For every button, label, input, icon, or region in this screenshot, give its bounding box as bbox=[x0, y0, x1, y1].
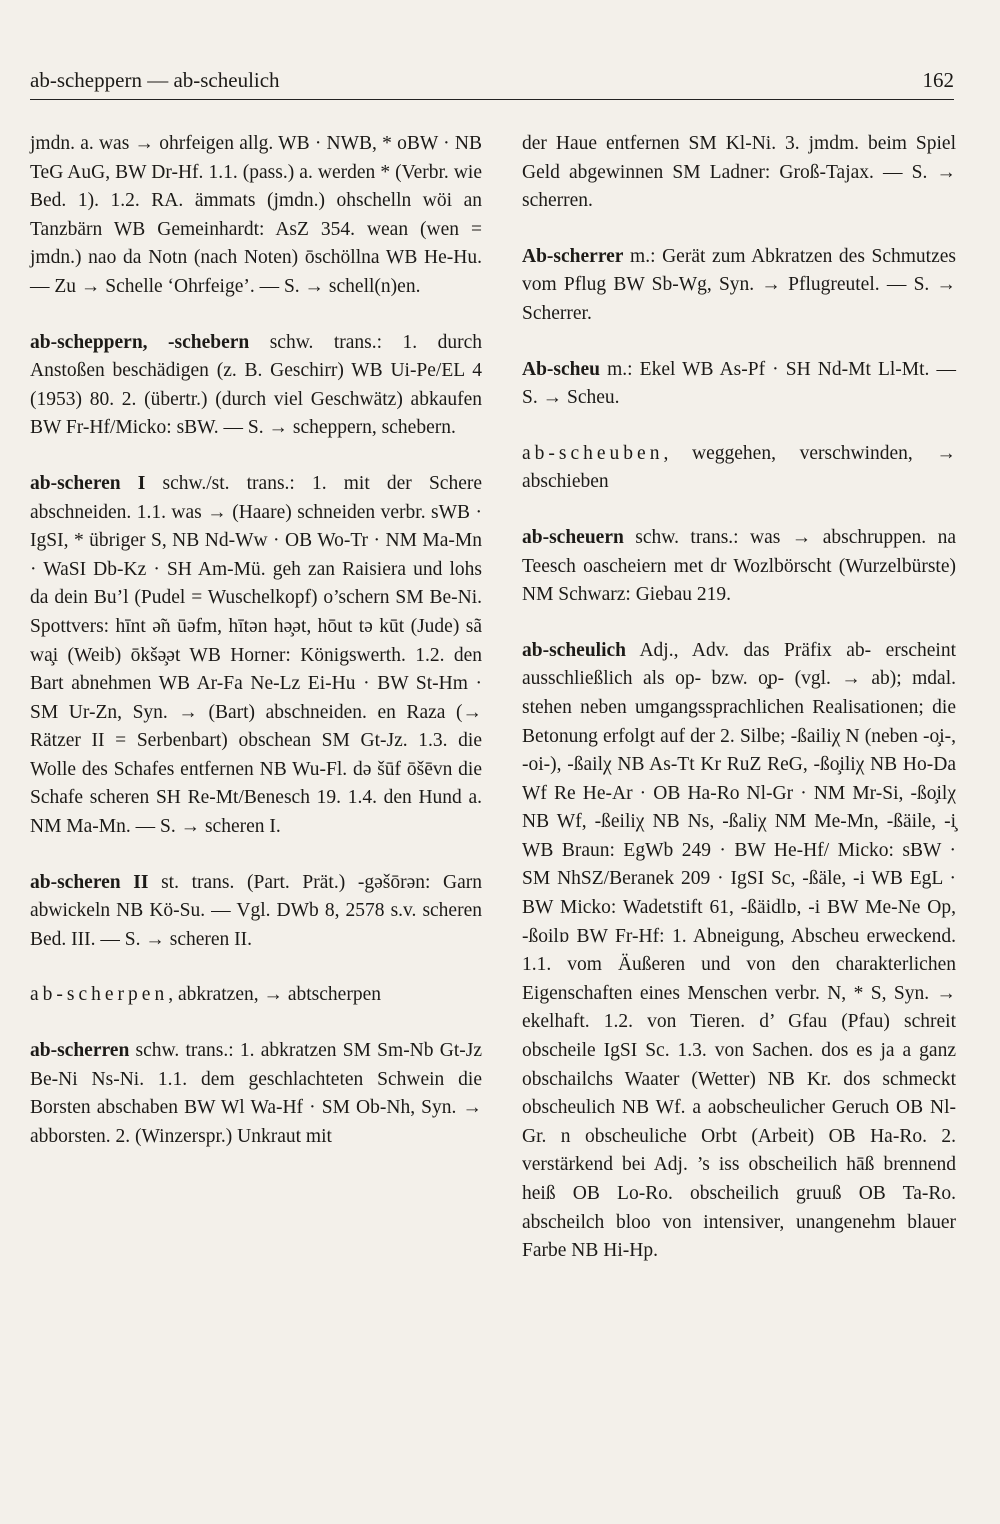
dictionary-entry bbox=[522, 524, 956, 610]
entry-lemma: Ab-scherrer bbox=[522, 245, 624, 267]
entry-lemma: ab-scheuern bbox=[522, 526, 624, 548]
dictionary-entry bbox=[522, 356, 956, 413]
entry-lemma: ab-scheren I bbox=[30, 472, 146, 494]
entry-text: schw. trans.: 1. durch Anstoßen beschädigen (z. B. Geschirr) WB Ui-Pe/EL 4 (1953) 80. 2. (übertr.) (durch viel Geschwätz) abkaufen BW Fr-Hf/Micko: sBW. — S. → scheppern, schebern. bbox=[30, 331, 482, 439]
entry-lemma-spaced: ab-scheuben bbox=[522, 442, 664, 464]
dictionary-entry bbox=[30, 981, 482, 1010]
running-title: ab-scheppern — ab-scheulich bbox=[30, 68, 280, 92]
entry-text: , weggehen, verschwinden, → abschieben bbox=[522, 442, 956, 493]
entry-lemma: ab-scheppern, -schebern bbox=[30, 331, 250, 353]
page-number: 162 bbox=[922, 68, 954, 92]
entry-text: der Haue entfernen SM Kl-Ni. 3. jmdm. beim Spiel Geld abgewinnen SM Ladner: Groß-Tajax. — S. → scherren. bbox=[522, 133, 956, 212]
left-column bbox=[30, 130, 482, 1178]
dictionary-entry bbox=[30, 130, 482, 302]
dictionary-entry bbox=[30, 1037, 482, 1151]
right-column bbox=[522, 130, 956, 1293]
dictionary-entry bbox=[522, 243, 956, 329]
entry-lemma-spaced: ab-scherpen bbox=[30, 984, 169, 1006]
entry-lemma: ab-scheulich bbox=[522, 639, 627, 661]
page-header bbox=[30, 68, 954, 100]
entry-lemma: ab-scherren bbox=[30, 1040, 130, 1062]
entry-text: m.: Gerät zum Abkratzen des Schmutzes vom Pflug BW Sb-Wg, Syn. → Pflugreutel. — S. → Scherrer. bbox=[522, 245, 956, 324]
dictionary-entry bbox=[30, 329, 482, 443]
entry-text: schw. trans.: 1. abkratzen SM Sm-Nb Gt-Jz Be-Ni Ns-Ni. 1.1. dem geschlachteten Schwein die Borsten abschaben BW Wl Wa-Hf · SM Ob-Nh, Syn. → abborsten. 2. (Winzerspr.) Unkraut mit bbox=[30, 1040, 482, 1147]
entry-text: m.: Ekel WB As-Pf · SH Nd-Mt Ll-Mt. — S. → Scheu. bbox=[522, 358, 956, 409]
entry-text: schw./st. trans.: 1. mit der Schere abschneiden. 1.1. was → (Haare) schneiden verbr. sWB · IgSI, * übriger S, NB Nd-Ww · OB Wo-Tr · NM Ma-Mn · WaSI Db-Kz · SH Am-Mü. geh zan Raisiera und lohs da dein Bu’l (Pudel = Wuschelkopf) o’schern SM Be-Ni. Spottvers: hīnt ə̃n ūəfm, hītən hə̧ət, hōut tə kūt (Jude) sã wa̧i (Weib) ōkšə̧ət WB Horner: Königswerth. 1.2. den Bart abnehmen WB Ar-Fa Ne-Lz Ei-Hu · BW St-Hm · SM Ur-Zn, Syn. → (Bart) abschneiden. en Raza (→ Rätzer II = Serbenbart) obschean SM Gt-Jz. 1.3. die Wolle des Schafes entfernen NB Wu-Fl. də šūf ōšēvn die Schafe scheren SH Re-Mt/Benesch 19. 1.4. den Hund a. NM Ma-Mn. — S. → scheren I. bbox=[30, 472, 482, 838]
dictionary-entry bbox=[30, 869, 482, 955]
entry-text: st. trans. (Part. Prät.) -gəšōrən: Garn abwickeln NB Kö-Su. — Vgl. DWb 8, 2578 s.v. scheren Bed. III. — S. → scheren II. bbox=[30, 871, 482, 950]
entry-lemma: Ab-scheu bbox=[522, 358, 601, 380]
dictionary-entry bbox=[522, 130, 956, 216]
entry-text: jmdn. a. was → ohrfeigen allg. WB · NWB, * oBW · NB TeG AuG, BW Dr-Hf. 1.1. (pass.) a. werden * (Verbr. wie Bed. 1). 1.2. RA. ämmats (jmdn.) ohschelln wöi an Tanzbärn WB Gemeinhardt: AsZ 354. wean (wen = jmdn.) nao da Notn (nach Noten) ōschöllna WB He-Hu. — Zu → Schelle ‘Ohrfeige’. — S. → schell(n)en. bbox=[30, 133, 482, 297]
entry-lemma: ab-scheren II bbox=[30, 871, 149, 893]
entry-text: schw. trans.: was → abschruppen. na Teesch oascheiern met dr Wozlbörscht (Wurzelbürste) NM Schwarz: Giebau 219. bbox=[522, 526, 956, 606]
dictionary-entry bbox=[522, 637, 956, 1266]
dictionary-entry bbox=[30, 470, 482, 842]
entry-text: Adj., Adv. das Präfix ab- erscheint ausschließlich als op- bzw. o̧p- (vgl. → ab); mdal. stehen neben umgangssprachlichen Realisationen; die Betonung erfolgt auf der 2. Silbe; -ßailiχ N (neben -o̧i-, -oi-), -ßailχ NB As-Tt Kr RuZ ReG, -ßo̧iliχ NB Ho-Da Wf Re He-Ar · OB Ha-Ro Nl-Gr · NM Mr-Si, -ßo̧ilχ NB Wf, -ßeiliχ NB Ns, -ßaliχ NM Me-Mn, -ßäile, -i̧ WB Braun: EgWb 249 · BW He-Hf/ Micko: sBW · SM NhSZ/Beranek 209 · IgSI Sc, -ßäle, -i WB EgL · BW Micko: Wadetstift 61, -ßäidlɒ, -i BW Me-Ne Op, -ßoilɒ BW Fr-Hf: 1. Abneigung, Abscheu erweckend. 1.1. vom Äußeren und von den charakterlichen Eigenschaften eines Menschen verbr. N, * S, Syn. → ekelhaft. 1.2. von Tieren. d’ Gfau (Pfau) schreit obscheile IgSI Sc. 1.3. von Sachen. dos es ja a ganz obschailchs Waater (Wetter) NB Kr. dos schmeckt obscheulich NB Wf. a aobscheulicher Geruch OB Nl-Gr. n obscheuliche Orbt (Arbeit) OB Ha-Ro. 2. verstärkend bei Adj. ’s iss obscheilich hāß brennend heiß OB Lo-Ro. obscheilich gruuß OB Ta-Ro. abscheilch bloo von intensiver, unangenehm blauer Farbe NB Hi-Hp. bbox=[522, 639, 956, 1262]
dictionary-entry bbox=[522, 440, 956, 497]
entry-text: , abkratzen, → abtscherpen bbox=[168, 984, 381, 1006]
